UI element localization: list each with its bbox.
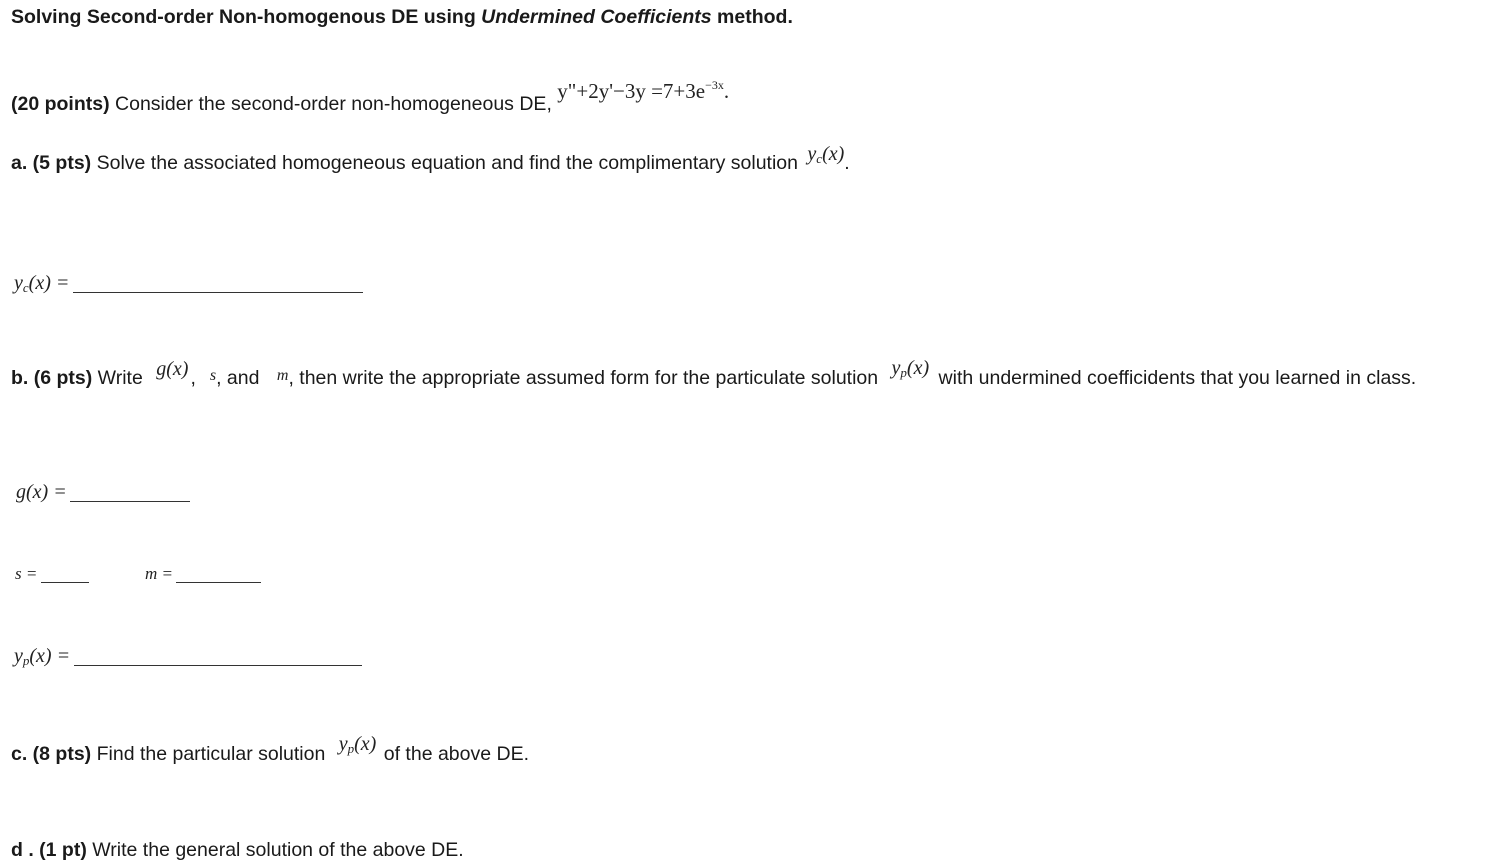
answer-s-label: s =: [15, 564, 38, 583]
de-equation-lhs: y"+2y'−3y =7+3e: [557, 79, 706, 103]
title-suffix: method.: [711, 6, 793, 28]
part-b-rest: , then write the appropriate assumed form for the particulate solution: [288, 367, 884, 389]
answer-yp: [14, 645, 362, 669]
answer-yc-sub: c: [22, 280, 29, 295]
s-symbol: s: [209, 367, 217, 384]
yp-sym: y: [891, 357, 901, 379]
yc-symbol: [807, 143, 844, 165]
answer-s-blank[interactable]: [41, 581, 89, 583]
de-equation-exponent: −3x: [705, 78, 724, 92]
answer-yc: [14, 272, 363, 296]
yc-arg: (x): [822, 143, 845, 165]
page-title: [11, 6, 793, 29]
answer-yp-label: [14, 645, 70, 667]
answer-yp-blank[interactable]: [74, 664, 362, 666]
intro-points: (20 points): [11, 93, 110, 115]
part-b-tail: with undermined coefficidents that you learned in class.: [933, 367, 1417, 389]
answer-g-label: g(x) =: [16, 481, 67, 503]
title-prefix: Solving Second-order Non-homogenous DE using: [11, 6, 482, 28]
yp-sub: p: [900, 365, 907, 380]
answer-yp-sub: p: [22, 653, 30, 668]
part-d-line: [11, 839, 464, 862]
part-b-write: Write: [92, 367, 149, 389]
yp-c-arg: (x): [354, 733, 377, 755]
m-symbol: m: [276, 367, 289, 384]
part-c-line: [11, 733, 530, 767]
answer-m-label: m =: [145, 564, 173, 583]
gx-symbol: g(x): [156, 358, 189, 380]
answer-yc-arg: (x) =: [28, 272, 70, 294]
answer-yc-sym: y: [14, 272, 23, 294]
answer-yp-sym: y: [14, 645, 23, 667]
yp-c-sym: y: [338, 733, 348, 755]
yp-symbol: [892, 357, 930, 379]
yp-c-symbol: [339, 733, 377, 755]
answer-yp-arg: (x) =: [29, 645, 71, 667]
answer-g-blank[interactable]: [70, 500, 190, 502]
part-c-text: Find the particular solution: [91, 743, 331, 765]
part-c-tail: of the above DE.: [378, 743, 530, 765]
de-equation-end: .: [723, 79, 730, 103]
answer-yc-label: [14, 272, 69, 294]
part-b-line: [11, 357, 1417, 391]
title-italic: Undermined Coefficients: [481, 6, 712, 28]
part-b-points: b. (6 pts): [11, 367, 93, 389]
answer-g: [16, 481, 190, 504]
answer-m: [145, 562, 261, 585]
part-d-text: Write the general solution of the above DE.: [86, 839, 464, 861]
part-a-points: a. (5 pts): [11, 152, 92, 174]
part-a-text: Solve the associated homogeneous equation and find the complimentary solution: [91, 152, 804, 174]
answer-s: [15, 562, 89, 585]
part-c-points: c. (8 pts): [11, 743, 92, 765]
part-a-line: [11, 143, 850, 176]
intro-text: Consider the second-order non-homogeneous DE,: [109, 93, 558, 115]
part-b-and: , and: [216, 367, 265, 389]
answer-m-blank[interactable]: [176, 581, 261, 583]
part-b-comma: ,: [190, 367, 196, 389]
yc-sub: c: [816, 151, 823, 166]
part-a-end: .: [844, 152, 850, 174]
de-equation: [557, 79, 729, 103]
answer-yc-blank[interactable]: [73, 291, 363, 293]
yc-sym: y: [807, 143, 817, 165]
yp-arg: (x): [906, 357, 930, 379]
intro-line: [11, 78, 730, 116]
part-d-points: d . (1 pt): [11, 839, 87, 861]
yp-c-sub: p: [347, 741, 355, 756]
